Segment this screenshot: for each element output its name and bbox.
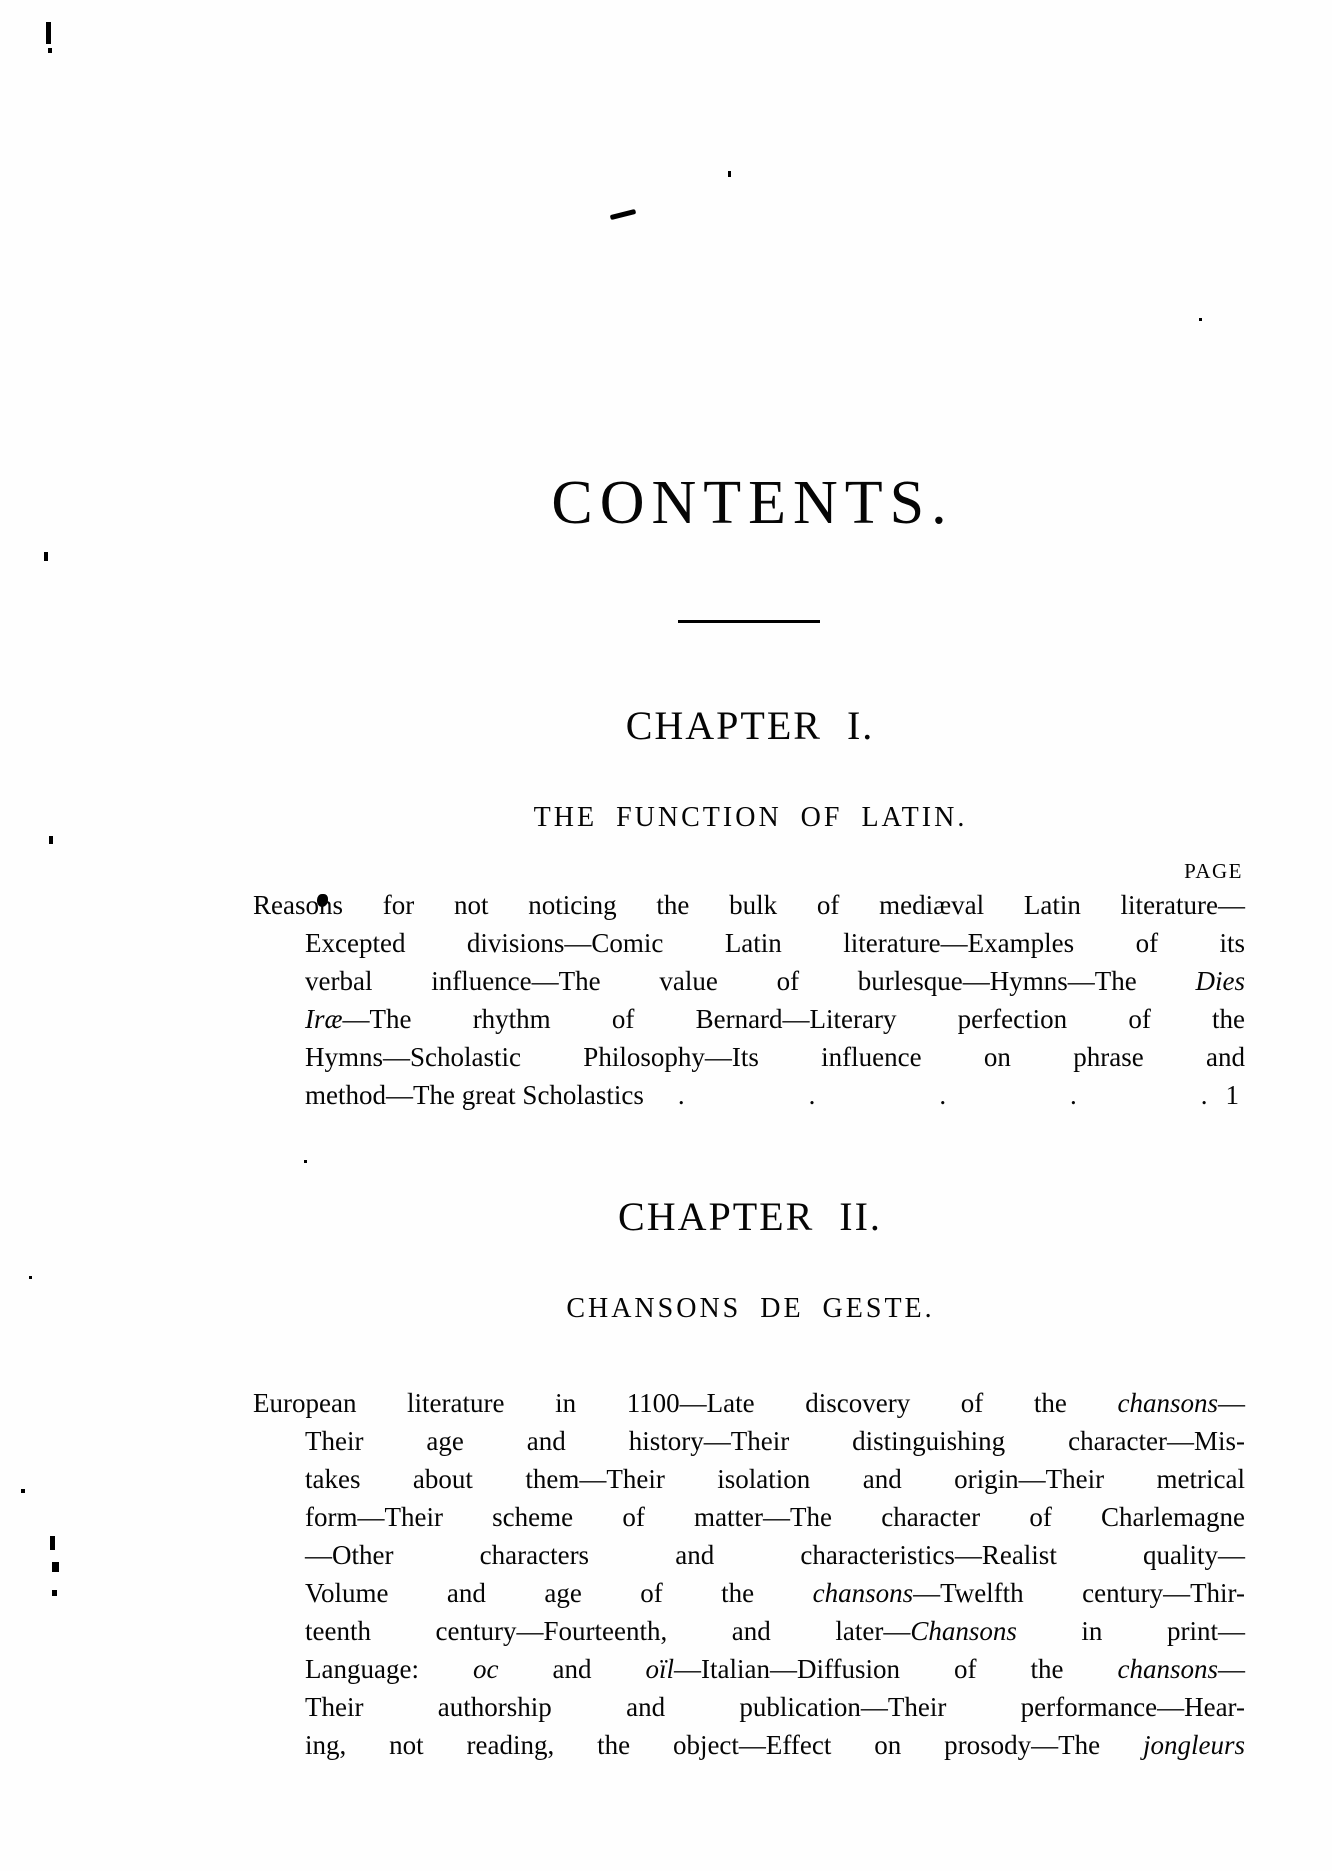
scan-artifact bbox=[52, 1590, 57, 1596]
italic-text: jongleurs bbox=[1142, 1730, 1245, 1760]
text: — bbox=[1218, 1654, 1245, 1684]
text: —Italian—Diffusion of the bbox=[674, 1654, 1118, 1684]
scan-artifact bbox=[50, 1536, 55, 1550]
text: Language: bbox=[305, 1654, 473, 1684]
chapter-section bbox=[253, 1194, 1246, 1764]
page-column-label: PAGE bbox=[1184, 859, 1243, 883]
chapter-summary bbox=[253, 1384, 1245, 1764]
scan-artifact bbox=[48, 48, 52, 53]
text: Excepted divisions—Comic Latin literature—Examples of its bbox=[305, 928, 1245, 958]
scan-artifact bbox=[610, 209, 636, 220]
chapter-heading: CHAPTER I. bbox=[625, 703, 875, 748]
leader-dot: . bbox=[1070, 1080, 1077, 1110]
scan-artifact bbox=[29, 1276, 32, 1279]
text: method—The great Scholastics bbox=[305, 1080, 644, 1110]
scan-artifact bbox=[1199, 318, 1202, 321]
leader-dot: . bbox=[677, 1080, 685, 1110]
summary-line bbox=[253, 886, 1245, 924]
italic-text: oc bbox=[472, 1654, 499, 1684]
text: Hymns—Scholastic Philosophy—Its influence on phrase and bbox=[305, 1042, 1245, 1072]
summary-line bbox=[253, 1460, 1245, 1498]
scan-artifact bbox=[44, 552, 48, 561]
italic-text: chansons bbox=[1117, 1654, 1218, 1684]
chapter-subheading: CHANSONS DE GESTE. bbox=[566, 1293, 935, 1324]
chapters bbox=[253, 703, 1246, 1764]
summary-line bbox=[253, 1038, 1245, 1076]
page-number: 1 bbox=[1225, 1080, 1239, 1110]
summary-line bbox=[253, 924, 1245, 962]
text: in print— bbox=[1016, 1616, 1245, 1646]
chapter-section bbox=[253, 703, 1245, 1114]
summary-line bbox=[253, 1498, 1245, 1536]
text: teenth century—Fourteenth, and later— bbox=[305, 1616, 911, 1646]
text: —The rhythm of Bernard—Literary perfection of the bbox=[342, 1004, 1245, 1034]
scan-artifact bbox=[728, 171, 731, 177]
summary-line bbox=[253, 1000, 1245, 1038]
summary-line bbox=[253, 1422, 1245, 1460]
text: Their authorship and publication—Their performance—Hear- bbox=[305, 1692, 1245, 1722]
text: —Twelfth century—Thir- bbox=[913, 1578, 1246, 1608]
summary-line bbox=[253, 1076, 1245, 1114]
text: —Other characters and characteristics—Realist quality— bbox=[305, 1540, 1245, 1570]
page-title: CONTENTS. bbox=[551, 469, 954, 537]
text: — bbox=[1218, 1388, 1245, 1418]
summary-line bbox=[253, 1688, 1245, 1726]
chapter-summary bbox=[253, 886, 1245, 1114]
text: and bbox=[498, 1654, 646, 1684]
text: Reasons for not noticing the bulk of mediæval Latin literature— bbox=[253, 890, 1245, 920]
text: verbal influence—The value of burlesque—Hymns—The bbox=[305, 966, 1196, 996]
text: Their age and history—Their distinguishing character—Mis- bbox=[305, 1426, 1245, 1456]
chapter-heading: CHAPTER II. bbox=[618, 1194, 882, 1239]
summary-line bbox=[253, 1536, 1245, 1574]
italic-text: chansons bbox=[1117, 1388, 1218, 1418]
italic-text: oïl bbox=[645, 1654, 674, 1684]
summary-line bbox=[253, 1612, 1245, 1650]
text: European literature in 1100—Late discovery of the bbox=[253, 1388, 1118, 1418]
leader-dot: . bbox=[939, 1080, 947, 1110]
italic-text: Iræ bbox=[305, 1004, 343, 1034]
leader-dot: . bbox=[1200, 1080, 1208, 1110]
scan-artifact bbox=[21, 1489, 25, 1493]
dot-leader bbox=[644, 1076, 1226, 1114]
italic-text: chansons bbox=[812, 1578, 914, 1608]
summary-line-text bbox=[305, 1076, 644, 1114]
scan-artifact bbox=[52, 1562, 59, 1572]
title-divider bbox=[678, 620, 820, 623]
summary-line bbox=[253, 1574, 1245, 1612]
italic-text: Dies bbox=[1195, 966, 1245, 996]
scan-artifact bbox=[49, 836, 53, 844]
summary-line bbox=[253, 1650, 1245, 1688]
leader-dot: . bbox=[808, 1080, 816, 1110]
contents-column bbox=[253, 469, 1246, 1764]
text: takes about them—Their isolation and origin—Their metrical bbox=[305, 1464, 1245, 1494]
summary-line bbox=[253, 1384, 1245, 1422]
chapter-subheading: THE FUNCTION OF LATIN. bbox=[533, 802, 968, 833]
text: Volume and age of the bbox=[305, 1578, 813, 1608]
italic-text: Chansons bbox=[910, 1616, 1017, 1646]
summary-line bbox=[253, 962, 1245, 1000]
text: form—Their scheme of matter—The character of Charlemagne bbox=[305, 1502, 1245, 1532]
text: ing, not reading, the object—Effect on prosody—The bbox=[305, 1730, 1143, 1760]
summary-line bbox=[253, 1726, 1245, 1764]
scan-artifact bbox=[46, 22, 51, 44]
